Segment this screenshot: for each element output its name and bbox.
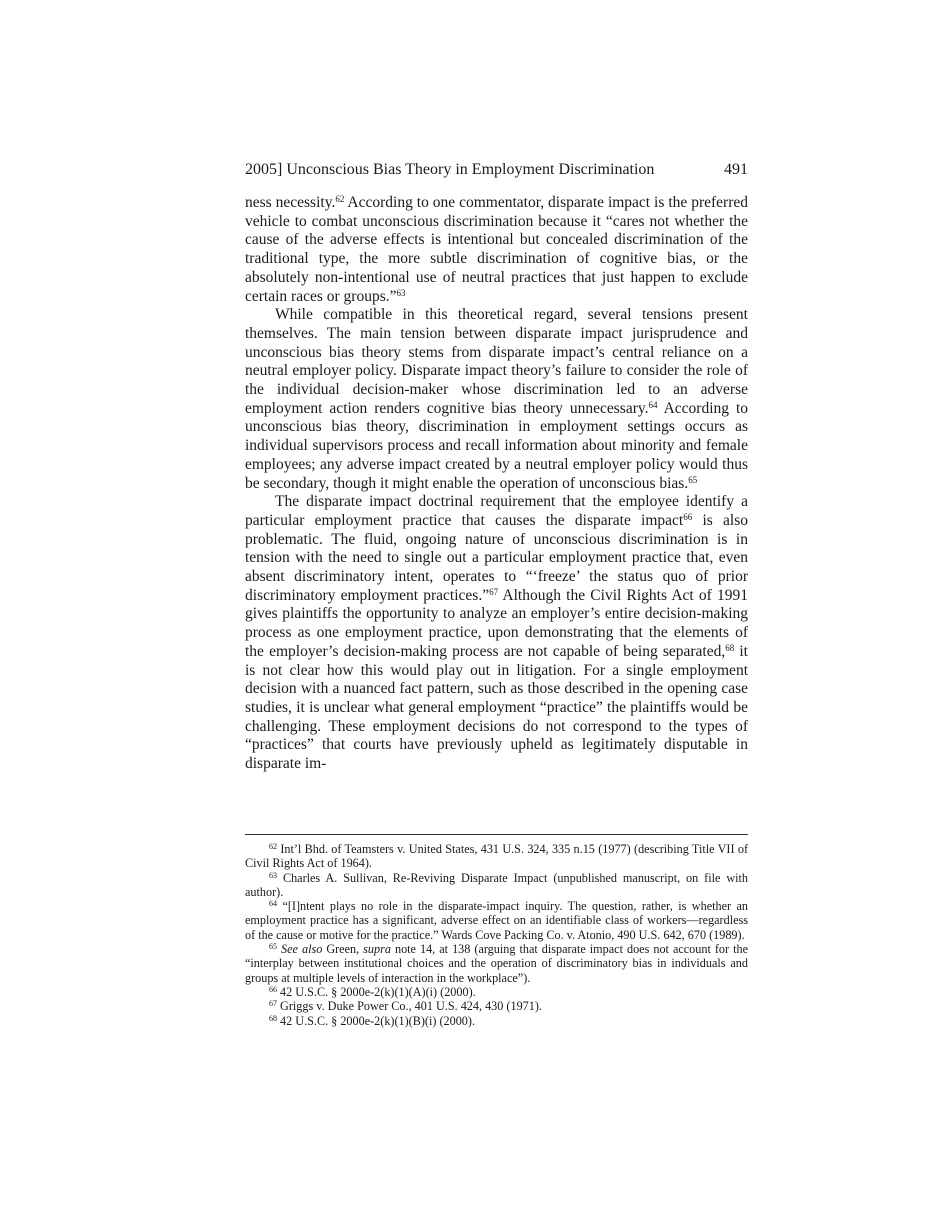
text-run: While compatible in this theoretical regard, several tensions present themselves. The main tension between disparate impact jurisprudence and unconscious bias theory stems from disparate impact’s central reliance on a neutral employer policy. Disparate impact theory’s failure to consider the role of the individual decision-maker whose discrimination led to an adverse employment action renders cognitive bias theory unnecessary. [245, 306, 748, 417]
text-run: 42 U.S.C. § 2000e-2(k)(1)(B)(i) (2000). [280, 1013, 476, 1028]
footnote-ref: 64 [648, 399, 658, 410]
text-run: According to unconscious bias theory, discrimination in employment settings occurs as individual supervisors process and recall information about minority and female employees; any adverse impact created by a neutral employer policy would thus be secondary, though it might enable the operation of unconscious bias. [245, 399, 749, 492]
footnote-ref: 66 [683, 511, 693, 522]
footnote-ref: 65 [688, 474, 698, 485]
text-run: Green, [322, 942, 364, 957]
footnote-68 [245, 1014, 748, 1028]
footnote-number: 68 [269, 1013, 277, 1023]
footnote-62 [245, 842, 748, 871]
footnote-divider [245, 834, 748, 835]
footnote-number: 67 [269, 999, 277, 1009]
paragraph-2 [245, 306, 748, 493]
footnote-64 [245, 899, 748, 942]
paragraph-3 [245, 493, 748, 774]
footnote-number: 66 [269, 984, 277, 994]
footnote-66 [245, 985, 748, 999]
text-run: note 14, at 138 (arguing that disparate impact does not account for the “interplay between institutional choices and the operation of discriminatory bias in individuals and groups at multiple levels of interaction in the workplace”). [245, 942, 748, 985]
text-run: ness necessity. [245, 194, 336, 211]
running-title: 2005] Unconscious Bias Theory in Employment Discrimination [245, 161, 655, 178]
italic-text: supra [363, 942, 391, 957]
footnote-ref: 67 [489, 586, 499, 597]
text-run: 42 U.S.C. § 2000e-2(k)(1)(A)(i) (2000). [280, 984, 476, 999]
text-run: The disparate impact doctrinal requirement that the employee identify a particular employment practice that causes the disparate impact [245, 493, 748, 529]
text-run: According to one commentator, disparate impact is the preferred vehicle to combat unconscious discrimination because it “cares not whether the cause of the adverse effects is intentional but concealed discrimination of the traditional type, the more subtle discrimination of cognitive bias, or the absolutely non-intentional use of neutral practices that just happen to exclude certain races or groups.” [245, 194, 748, 305]
text-run: “[I]ntent plays no role in the disparate-impact inquiry. The question, rather, is whether an employment practice has a significant, adverse effect on an identifiable class of workers—regardless of the cause or motive for the practice.” Wards Cove Packing Co. v. Atonio, 490 U.S. 642, 670 (1989). [245, 899, 749, 942]
footnote-number: 63 [269, 870, 277, 880]
footnote-ref: 62 [335, 194, 345, 204]
page [245, 160, 748, 774]
footnote-number: 64 [269, 899, 277, 909]
body-text [245, 194, 748, 774]
running-header [245, 160, 748, 180]
paragraph-1 [245, 194, 748, 306]
footnote-63 [245, 871, 748, 900]
footnote-number: 62 [269, 842, 277, 851]
text-run: Although the Civil Rights Act of 1991 gives plaintiffs the opportunity to analyze an employer’s entire decision-making process as one employment practice, upon demonstrating that the elements of the employer’s decision-making process are not capable of being separated, [245, 586, 748, 660]
text-run: Charles A. Sullivan, Re-Reviving Disparate Impact (unpublished manuscript, on file with author). [245, 870, 748, 899]
text-run: it is not clear how this would play out in litigation. For a single employment decision with a nuanced fact pattern, such as those described in the opening case studies, it is unclear what general employment “practice” the plaintiffs would be challenging. These employment decisions do not correspond to the types of “practices” that courts have previously upheld as legitimately disputable in disparate im- [245, 642, 748, 773]
text-run: Griggs v. Duke Power Co., 401 U.S. 424, 430 (1971). [280, 999, 542, 1014]
footnote-65 [245, 942, 748, 985]
italic-text: See also [281, 942, 323, 957]
text-run: is also problematic. The fluid, ongoing nature of unconscious discrimination is in tension with the need to single out a particular employment practice that, even absent discriminatory intent, operates to “‘freeze’ the status quo of prior discriminatory employment practices.” [245, 511, 748, 604]
footnote-ref: 68 [725, 642, 735, 653]
footnote-ref: 63 [396, 287, 406, 298]
text-run: Int’l Bhd. of Teamsters v. United States, 431 U.S. 324, 335 n.15 (1977) (describing Title VII of Civil Rights Act of 1964). [245, 842, 748, 871]
page-number: 491 [724, 161, 748, 178]
footnote-67 [245, 999, 748, 1013]
footnote-number: 65 [269, 942, 277, 952]
footnotes [245, 842, 748, 1028]
